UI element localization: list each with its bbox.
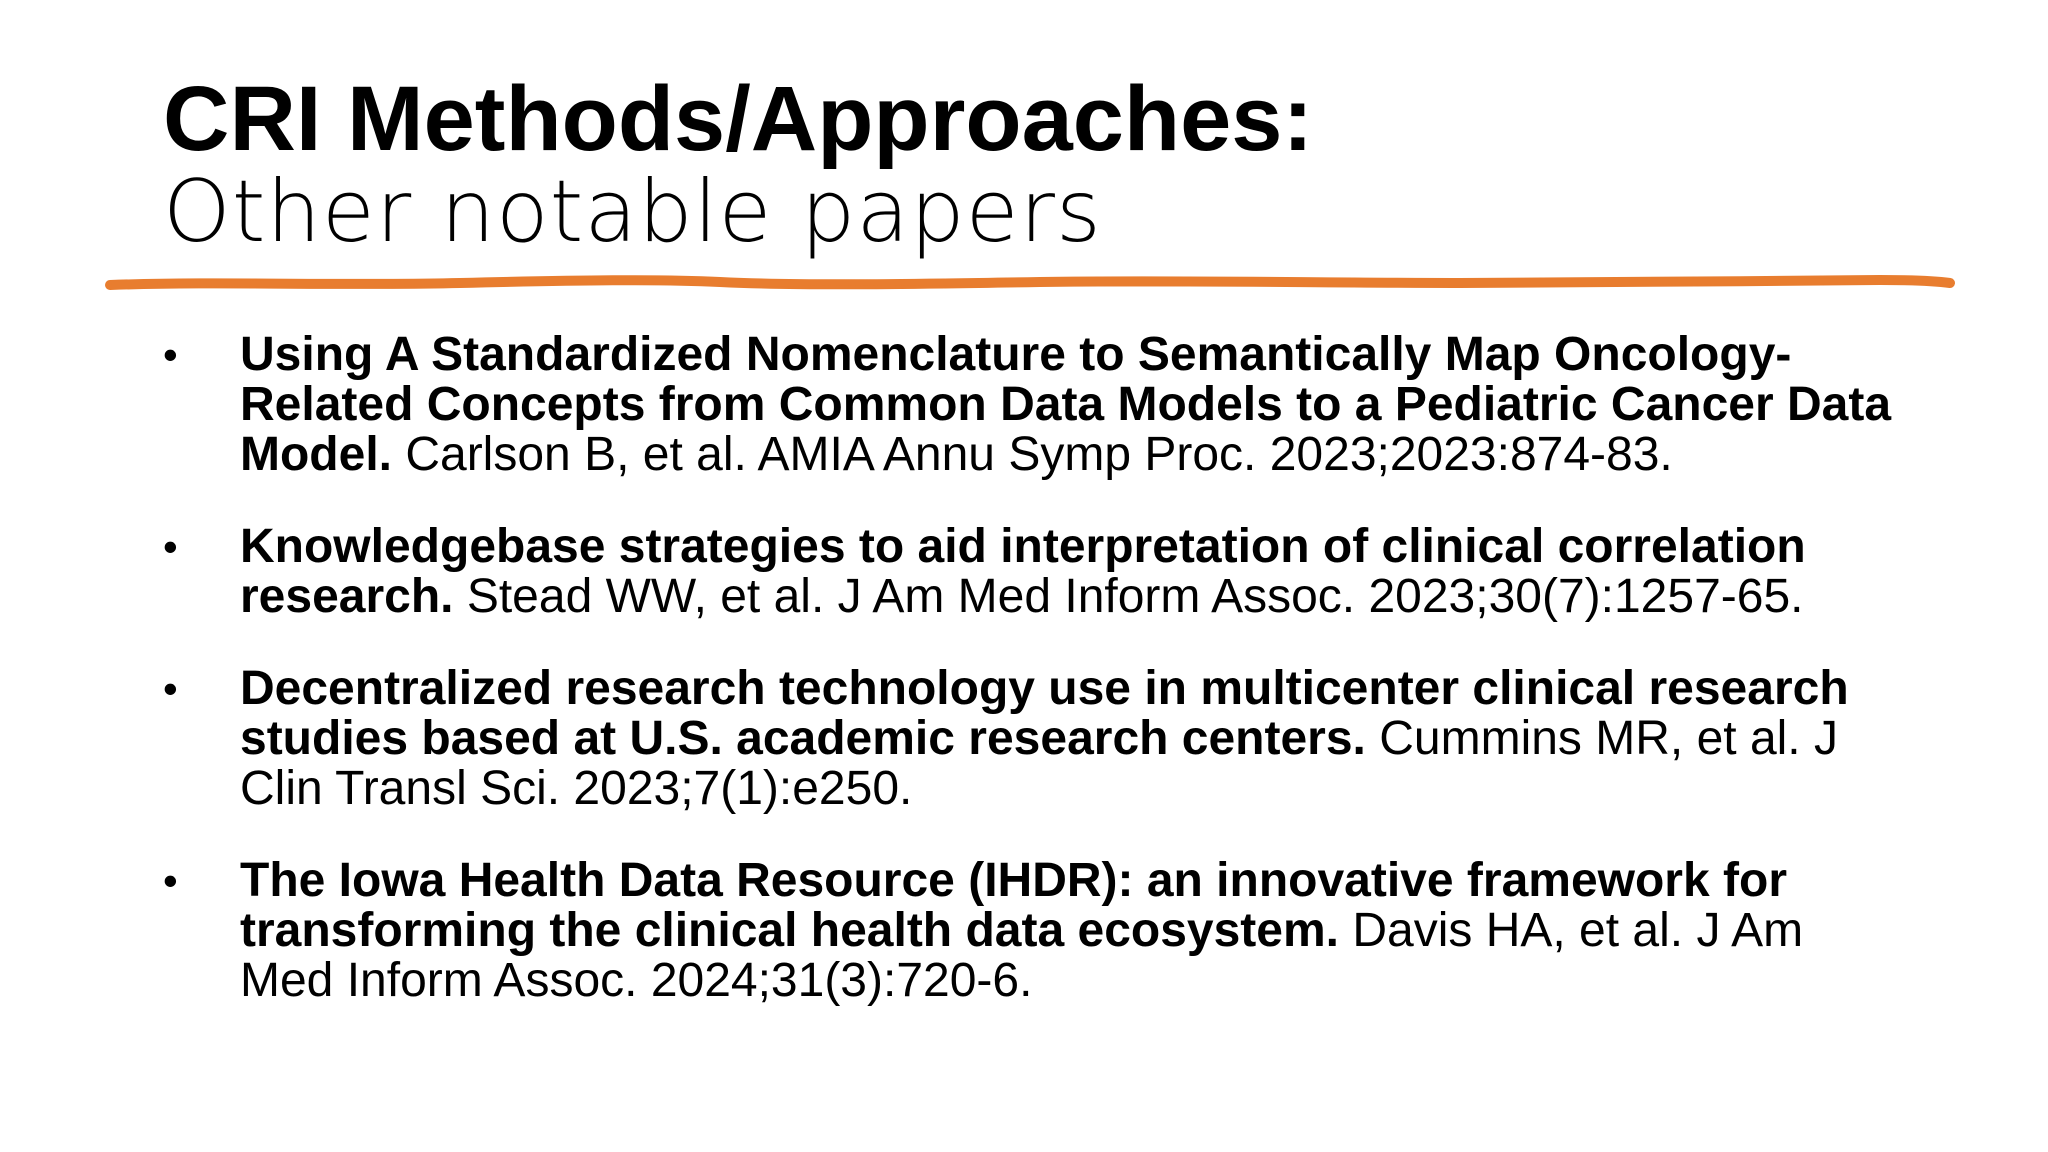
bullet: • bbox=[163, 523, 178, 570]
reference-title: Decentralized research technology use in multicenter clinical research studies based at U.S. academic research centers. bbox=[240, 662, 1849, 765]
list-item bbox=[163, 664, 1903, 814]
reference-citation: Carlson B, et al. AMIA Annu Symp Proc. 2023;2023:874-83. bbox=[405, 428, 1673, 481]
reference-citation: Davis HA, et al. J Am Med Inform Assoc. 2024;31(3):720-6. bbox=[240, 904, 1804, 1007]
list-item bbox=[163, 522, 1903, 622]
reference-title: Knowledgebase strategies to aid interpretation of clinical correlation research. bbox=[240, 520, 1806, 623]
bullet: • bbox=[163, 665, 178, 712]
list-item bbox=[163, 330, 1903, 480]
bullet: • bbox=[163, 331, 178, 378]
reference-title: Using A Standardized Nomenclature to Semantically Map Oncology-Related Concepts from Common Data Models to a Pediatric Cancer Data Model. bbox=[240, 328, 1892, 481]
brush-underline bbox=[100, 268, 1960, 298]
reference-citation: Stead WW, et al. J Am Med Inform Assoc. 2023;30(7):1257-65. bbox=[466, 570, 1804, 623]
reference-list bbox=[163, 330, 1903, 1048]
title-block bbox=[163, 68, 1863, 262]
brush-underline-texture bbox=[160, 281, 1920, 284]
reference-title: The Iowa Health Data Resource (IHDR): an innovative framework for transforming the clinical health data ecosystem. bbox=[240, 854, 1787, 957]
list-item bbox=[163, 856, 1903, 1006]
bullet: • bbox=[163, 857, 178, 904]
slide-title: CRI Methods/Approaches: bbox=[163, 68, 1314, 170]
reference-citation: Cummins MR, et al. J Clin Transl Sci. 2023;7(1):e250. bbox=[240, 712, 1838, 815]
slide-subtitle: Other notable papers bbox=[163, 162, 1102, 262]
